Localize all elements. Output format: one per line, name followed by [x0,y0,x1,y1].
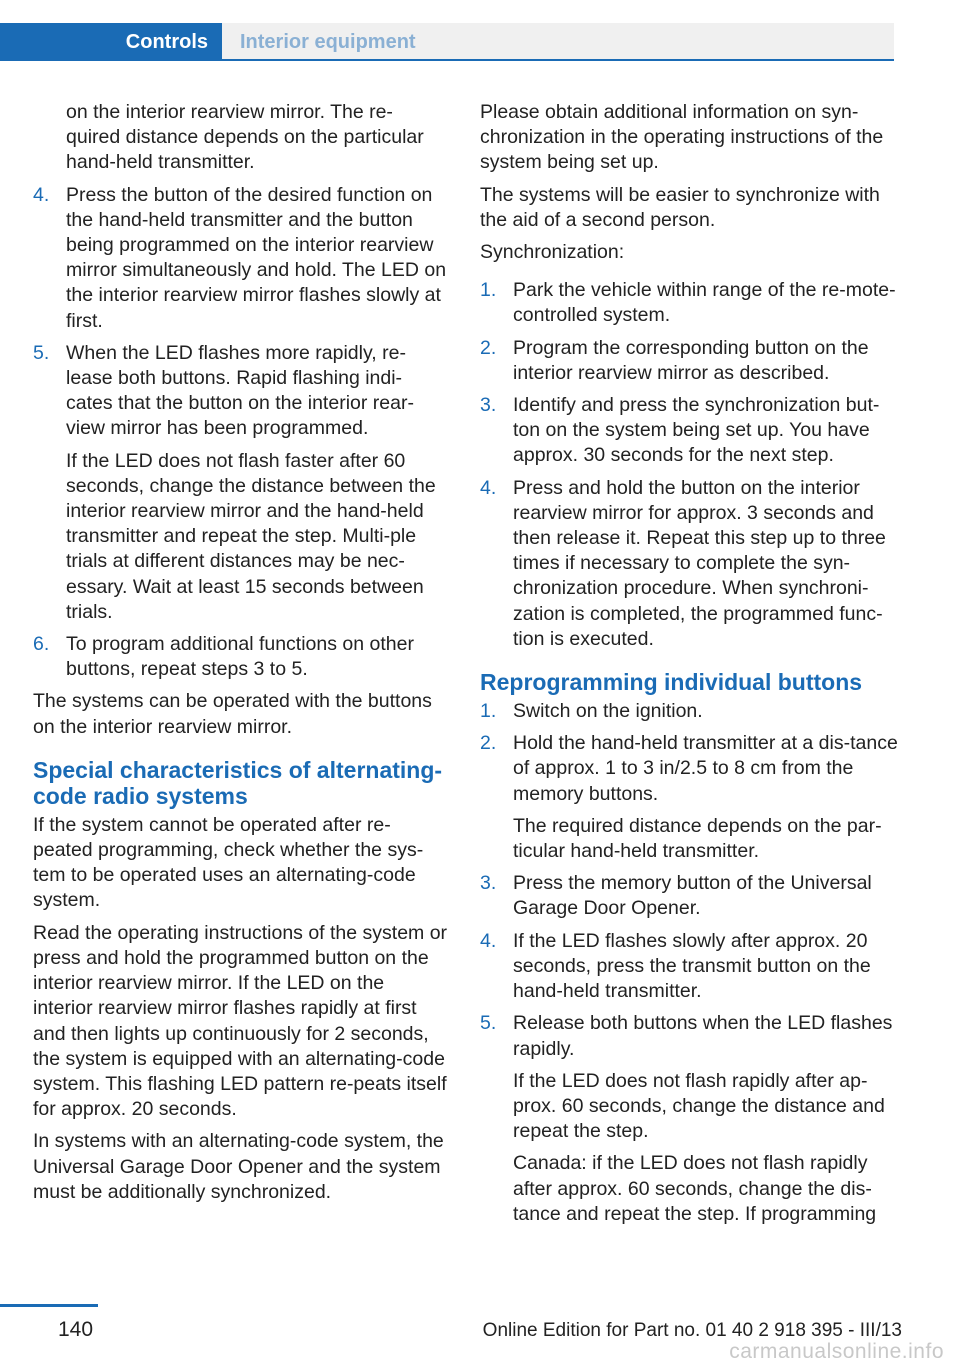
paragraph: If the system cannot be operated after re-peated programming, check whether the sys-tem to be operated uses an alternating-code system. [33,813,424,912]
paragraph: The systems can be operated with the buttons on the interior rearview mirror. [33,690,432,738]
list-item [480,336,898,386]
step-note: Canada: if the LED does not flash rapidly after approx. 60 seconds, change the dis-tance and repeat the step. If programming [513,1152,877,1225]
step-text: To program additional functions on other buttons, repeat steps 3 to 5. [66,633,414,681]
continued-line: quired distance depends on the particular [66,126,424,149]
continued-line: hand-held transmitter. [66,151,255,174]
list-item [480,1011,898,1227]
step-number: 2. [480,732,497,755]
step-number: 4. [480,929,497,952]
step-text: If the LED flashes slowly after approx. 20 seconds, press the transmit button on the hand-held transmitter. [513,929,871,1003]
step-number: 5. [480,1012,497,1035]
step-text: Release both buttons when the LED flashes rapidly. [513,1012,893,1060]
paragraph: In systems with an alternating-code system, the Universal Garage Door Opener and the system must be additionally synchronized. [33,1130,444,1203]
step-text: Identify and press the synchronization but-ton on the system being set up. You have approx. 30 seconds for the next step. [513,394,880,467]
list-item [480,278,898,328]
page-number: 140 [58,1318,94,1341]
list-item [33,341,448,625]
step-number: 3. [480,872,497,895]
step-number: 4. [480,476,497,499]
step-text: Press the button of the desired function on the hand-held transmitter and the button being programmed on the interior rearview mirror simultaneously and hold. The LED on the interior rearview mirror flashes slowly at first. [66,183,447,332]
list-item [480,731,898,864]
list-item [33,183,448,334]
edition-text: Online Edition for Part no. 01 40 2 918 395 - III/13 [482,1320,902,1341]
watermark: carmanualsonline.info [729,1340,944,1363]
list-item [480,871,898,921]
step-number: 1. [480,700,497,723]
step-text: When the LED flashes more rapidly, re-lease both buttons. Rapid flashing indi-cates that the button on the interior rear-view mirror has been programmed. [66,341,414,440]
list-item [480,929,898,1005]
step-text: Program the corresponding button on the interior rearview mirror as described. [513,336,869,384]
list-item [480,699,898,724]
step-number: 4. [33,183,50,206]
step-text: Park the vehicle within range of the re-mote-controlled system. [513,279,896,327]
step-note: If the LED does not flash rapidly after ap-prox. 60 seconds, change the distance and repeat the step. [513,1069,885,1143]
step-text: Press the memory button of the Universal Garage Door Opener. [513,872,872,920]
paragraph: Synchronization: [480,241,625,264]
header-divider [222,59,894,61]
step-number: 6. [33,633,50,656]
list-item [480,476,898,652]
paragraph: Please obtain additional information on syn-chronization in the operating instructions of the system being set up. [480,101,884,174]
step-number: 1. [480,279,497,302]
list-item [480,393,898,469]
section-heading: Reprogramming individual buttons [480,669,863,696]
footer-divider [0,1304,98,1307]
left-column [33,100,448,1212]
subsection-tab: Interior equipment [222,23,894,61]
step-text: Press and hold the button on the interior rearview mirror for approx. 3 seconds and then release it. Repeat this step up to three times if necessary to complete the syn-chronization procedure. When synchroni-zation is completed, the programmed func-tion is executed. [513,476,886,650]
step-number: 3. [480,394,497,417]
page-header [0,23,894,61]
continued-line: on the interior rearview mirror. The re- [66,101,393,123]
continued-text [33,100,448,176]
paragraph: The systems will be easier to synchronize with the aid of a second person. [480,183,880,231]
step-text: Hold the hand-held transmitter at a dis-tance of approx. 1 to 3 in/2.5 to 8 cm from the memory buttons. [513,732,898,805]
section-heading: Special characteristics of alternating-code radio systems [33,756,443,809]
paragraph: Read the operating instructions of the system or press and hold the programmed button on the interior rearview mirror. If the LED on the interior rearview mirror flashes rapidly at first and then lights up continuously for 2 seconds, the system is equipped with an alternating-code system. This flashing LED pattern re-peats itself for approx. 20 seconds. [33,921,448,1121]
step-text: Switch on the ignition. [513,700,703,723]
step-note: The required distance depends on the par-ticular hand-held transmitter. [513,814,882,863]
section-tab: Controls [0,23,222,61]
step-note: If the LED does not flash faster after 60 seconds, change the distance between the interior rearview mirror and the hand-held transmitter and repeat the step. Multi-ple trials at different distances may be nec-essary. Wait at least 15 seconds between trials. [66,449,436,623]
step-number: 5. [33,341,50,364]
right-column [480,100,898,1234]
list-item [33,632,448,682]
step-number: 2. [480,336,497,359]
